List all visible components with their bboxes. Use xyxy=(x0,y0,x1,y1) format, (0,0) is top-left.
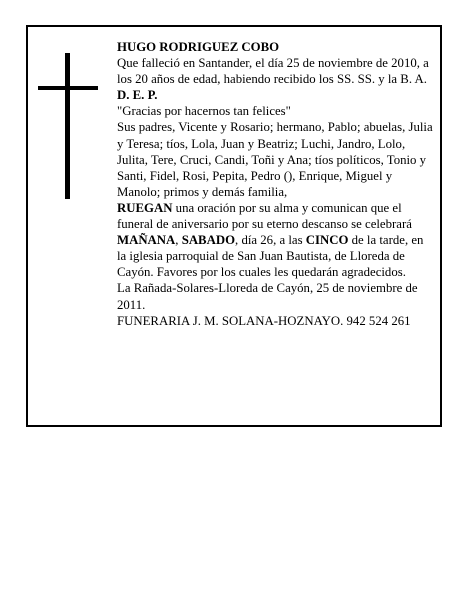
request-text-3: , día 26, a las xyxy=(235,233,306,248)
quote: "Gracias por hacernos tan felices" xyxy=(117,104,291,119)
cross-icon xyxy=(38,53,98,199)
deceased-name: HUGO RODRIGUEZ COBO xyxy=(117,40,280,54)
request-text-4: de la tarde, en la iglesia parroquial de San Juan Bautista, de Lloreda de Cayón. Favores por los cuales les quedarán agradecidos. xyxy=(117,233,424,280)
death-info: Que falleció en Santander, el día 25 de noviembre de 2010, a los 20 años de edad, habiendo recibido los SS. SS. y la B. A. xyxy=(117,56,429,87)
funeral-request xyxy=(117,200,435,280)
cinco-word: CINCO xyxy=(305,233,349,248)
request-text-2: , xyxy=(175,233,182,248)
notice-text xyxy=(117,39,435,329)
place-date: La Rañada-Solares-Lloreda de Cayón, 25 de noviembre de 2011. xyxy=(117,281,418,312)
ruegan-word: RUEGAN xyxy=(117,200,173,215)
funeral-home: FUNERARIA J. M. SOLANA-HOZNAYO. 942 524 261 xyxy=(117,313,411,328)
manana-word: MAÑANA xyxy=(117,233,176,248)
request-text-1: una oración por su alma y comunican que el funeral de aniversario por su eterno descanso se celebrará xyxy=(117,200,412,232)
sabado-word: SABADO xyxy=(181,233,236,248)
obituary-notice xyxy=(26,25,442,427)
family-list: Sus padres, Vicente y Rosario; hermano, Pablo; abuelas, Julia y Teresa; tíos, Lola, Juan y Beatriz; Luchi, Jandro, Lolo, Julita, Tere, Cruci, Candi, Toñi y Ana; tíos políticos, Tonio y Santi, Fidel, Rosi, Pepita, Pedro (), Enrique, Miguel y Manolo; primos y demás familia, xyxy=(117,120,433,199)
dep-line: D. E. P. xyxy=(117,88,158,103)
